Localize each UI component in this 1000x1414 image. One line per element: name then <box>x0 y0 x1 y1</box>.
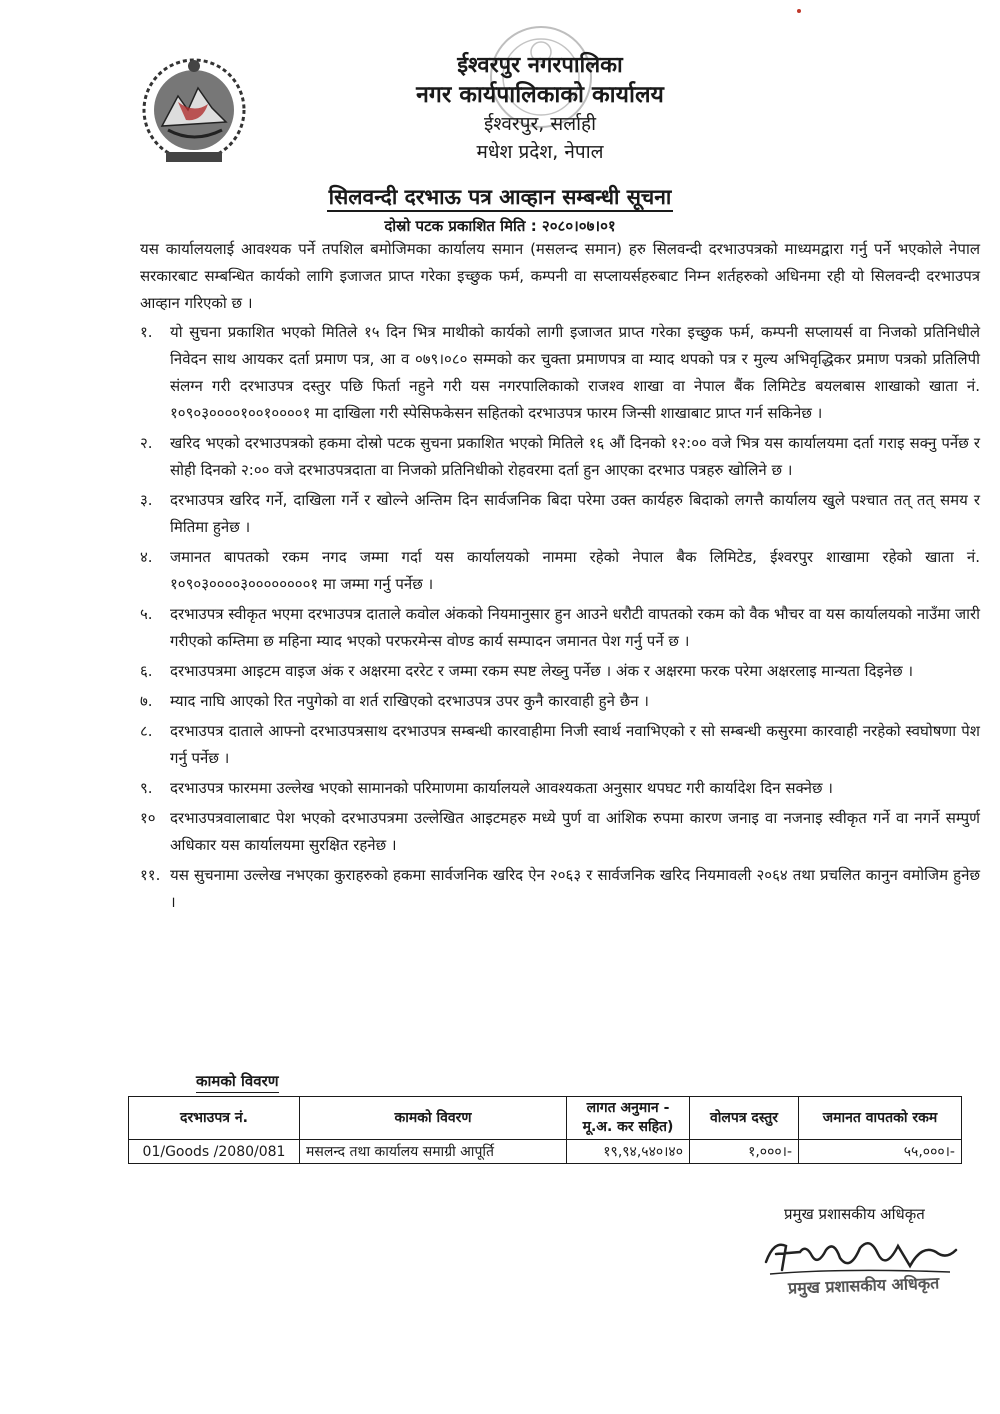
column-header: वोलपत्र दस्तुर <box>690 1097 799 1140</box>
table-row <box>129 1140 962 1164</box>
office-name: नगर कार्यपालिकाको कार्यालय <box>416 82 664 108</box>
item-number: १. <box>140 323 153 341</box>
list-item <box>140 775 980 802</box>
item-number: ४. <box>140 548 153 566</box>
item-text: यस सुचनामा उल्लेख नभएका कुराहरुको हकमा सार्वजनिक खरिद ऐन २०६३ र सार्वजनिक खरिद नियमावली २०६४ तथा प्रचलित कानुन वमोजिम हुनेछ । <box>170 866 980 911</box>
item-number: ८. <box>140 722 153 740</box>
notice-title-wrap <box>0 184 1000 212</box>
column-header: जमानत वापतको रकम <box>799 1097 962 1140</box>
item-number: ५. <box>140 605 153 623</box>
column-header: कामको विवरण <box>300 1097 567 1140</box>
column-header: दरभाउपत्र नं. <box>129 1097 300 1140</box>
item-text: दरभाउपत्रवालाबाट पेश भएको दरभाउपत्रमा उल्लेखित आइटमहरु मध्ये पुर्ण वा आंशिक रुपमा कारण जनाइ वा नजनाइ स्वीकृत गर्ने वा नगर्ने सम्पुर्ण अधिकार यस कार्यालयमा सुरक्षित रहनेछ । <box>170 809 980 854</box>
list-item <box>140 601 980 655</box>
bid-fee-cell: १,०००।- <box>690 1140 799 1164</box>
list-item <box>140 688 980 715</box>
item-number: ६. <box>140 662 153 680</box>
column-header: लागत अनुमान - मू.अ. कर सहित) <box>567 1097 690 1140</box>
list-item <box>140 862 980 916</box>
cost-estimate-cell: १९,९४,५४०।४० <box>567 1140 690 1164</box>
item-text: जमानत बापतको रकम नगद जम्मा गर्दा यस कार्यालयको नाममा रहेको नेपाल बैक लिमिटेड, ईश्वरपुर शाखामा रहेको खाता नं. १०९०३००००३००००००००१ मा जम्मा गर्नु पर्नेछ । <box>170 548 980 593</box>
work-description-cell: मसलन्द तथा कार्यालय समाग्री आपूर्ति <box>300 1140 567 1164</box>
item-number: २. <box>140 434 153 452</box>
bid-number-cell: 01/Goods /2080/081 <box>129 1140 300 1164</box>
list-item <box>140 718 980 772</box>
notice-title: सिलवन्दी दरभाऊ पत्र आव्हान सम्बन्धी सूचना <box>327 184 674 212</box>
conditions-list <box>140 319 980 916</box>
list-item <box>140 544 980 598</box>
nepal-emblem-icon <box>138 52 250 170</box>
item-text: दरभाउपत्र दाताले आफ्नो दरभाउपत्रसाथ दरभाउपत्र सम्बन्धी कारवाहीमा निजी स्वार्थ नवाभिएको र सो सम्बन्धी कसुरमा कारवाही नरहेको स्वघोषणा पेश गर्नु पर्नेछ । <box>170 722 980 767</box>
item-number: ३. <box>140 491 153 509</box>
province-country: मधेश प्रदेश, नेपाल <box>476 141 604 163</box>
work-details-table <box>128 1096 962 1164</box>
item-number: ९. <box>140 779 153 797</box>
item-text: म्याद नाघि आएको रित नपुगेको वा शर्त राखिएको दरभाउपत्र उपर कुनै कारवाही हुने छैन । <box>170 692 649 710</box>
publish-date: दोस्रो पटक प्रकाशित मिति : २०८०।०७।०१ <box>384 217 616 235</box>
item-number: ७. <box>140 692 153 710</box>
item-text: खरिद भएको दरभाउपत्रको हकमा दोस्रो पटक सुचना प्रकाशित भएको मितिले १६ औं दिनको १२:०० वजे भित्र यस कार्यालयमा दर्ता गराइ सक्नु पर्नेछ र सोही दिनको २:०० वजे दरभाउपत्रदाता वा निजको प्रतिनिधीको रोहवरमा दर्ता हुन आएका दरभाउ पत्रहरु खोलिने छ । <box>170 434 980 479</box>
designation-stamp: प्रमुख प्रशासकीय अधिकृत <box>787 1273 940 1298</box>
item-text: दरभाउपत्र स्वीकृत भएमा दरभाउपत्र दाताले कवोल अंकको नियमानुसार हुन आउने धरौटी वापतको रकम को वैक भौचर वा यस कार्यालयको नाउँमा जारी गरीएको कम्तिमा छ महिना म्याद भएको परफरमेन्स वोण्ड कार्य सम्पादन जमानत पेश गर्नु पर्ने छ । <box>170 605 980 650</box>
list-item <box>140 319 980 427</box>
list-item <box>140 805 980 859</box>
office-location: ईश्वरपुर, सर्लाही <box>483 113 597 135</box>
item-text: दरभाउपत्र फारममा उल्लेख भएको सामानको परिमाणमा कार्यालयले आवश्यकता अनुसार थपघट गरी कार्यादेश दिन सक्नेछ । <box>170 779 833 797</box>
security-amount-cell: ५५,०००।- <box>799 1140 962 1164</box>
signatory-designation: प्रमुख प्रशासकीय अधिकृत <box>784 1205 925 1223</box>
item-text: दरभाउपत्रमा आइटम वाइज अंक र अक्षरमा दररेट र जम्मा रकम स्पष्ट लेख्नु पर्नेछ । अंक र अक्षरमा फरक परेमा अक्षरलाइ मान्यता दिइनेछ । <box>170 662 914 680</box>
list-item <box>140 430 980 484</box>
work-details-heading: कामको विवरण <box>196 1070 279 1093</box>
item-number: ११. <box>140 866 161 884</box>
item-text: दरभाउपत्र खरिद गर्ने, दाखिला गर्ने र खोल्ने अन्तिम दिन सार्वजनिक बिदा परेमा उक्त कार्यहरु बिदाको लगत्तै कार्यालय खुले पश्चात तत् तत् समय र मितिमा हुनेछ । <box>170 491 980 536</box>
list-item <box>140 658 980 685</box>
table-header-row <box>129 1097 962 1140</box>
municipality-name: ईश्वरपुर नगरपालिका <box>457 53 623 78</box>
list-item <box>140 487 980 541</box>
item-number: १० <box>140 809 156 827</box>
intro-paragraph: यस कार्यालयलाई आवश्यक पर्ने तपशिल बमोजिमका कार्यालय समान (मसलन्द समान) हरु सिलवन्दी दरभाउपत्रको माध्यमद्वारा गर्नु पर्ने भएकोले नेपाल सरकारबाट सम्बन्धित कार्यको लागि इजाजत प्राप्त गरेका इच्छुक फर्म, कम्पनी वा सप्लायर्सहरुबाट निम्न शर्तहरुको अधिनमा रही यो सिलवन्दी दरभाउपत्र आव्हान गरिएको छ । <box>140 240 980 312</box>
letterhead <box>300 52 780 166</box>
item-text: यो सुचना प्रकाशित भएको मितिले १५ दिन भित्र माथीको कार्यको लागी इजाजत प्राप्त गरेका इच्छुक फर्म, कम्पनी सप्लायर्स वा निजको प्रतिनिधीले निवेदन साथ आयकर दर्ता प्रमाण पत्र, आ व ०७९।०८० सम्मको कर चुक्ता प्रमाणपत्र वा म्याद थपको पत्र र मुल्य अभिवृद्धिकर प्रमाण पत्रको प्रतिलिपी संलग्न गरी दरभाउपत्र दस्तुर पछि फिर्ता नहुने गरी यस नगरपालिकाको राजश्व शाखा वा नेपाल बैंक लिमिटेड बयलबास शाखाको खाता नं. १०९०३००००१००१००००१ मा दाखिला गरी स्पेसिफकेसन सहितको दरभाउपत्र फारम जिन्सी शाखाबाट प्राप्त गर्न सकिनेछ । <box>170 323 980 422</box>
red-dot-mark <box>797 9 801 13</box>
notice-body <box>140 236 980 919</box>
